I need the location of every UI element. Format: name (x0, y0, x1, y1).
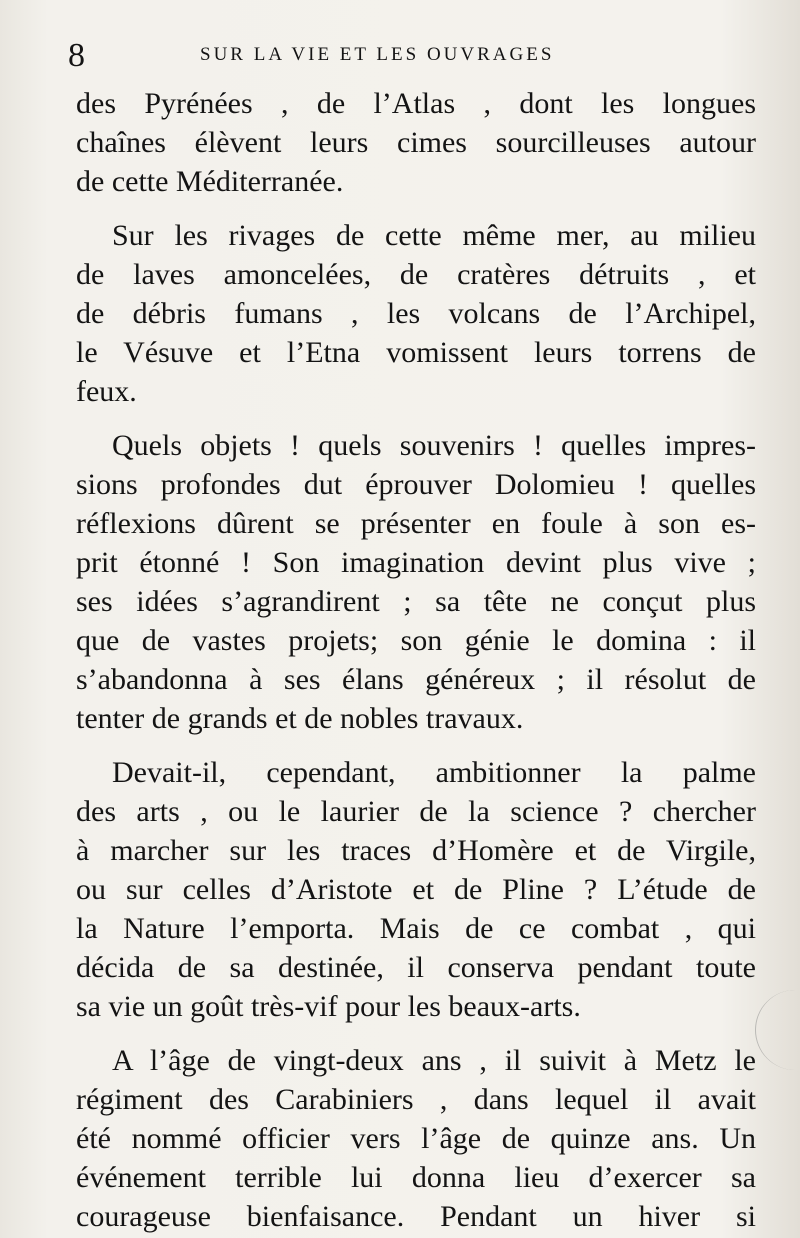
text-line: prit étonné ! Son imagination devint plus vive ; (76, 546, 756, 579)
text-line: des Pyrénées , de l’Atlas , dont les longues (76, 87, 756, 120)
text-line: de débris fumans , les volcans de l’Archipel, (76, 297, 756, 330)
text-line: réflexions dûrent se présenter en foule à son es- (76, 507, 756, 540)
paragraph (76, 216, 756, 411)
running-head: SUR LA VIE ET LES OUVRAGES (200, 44, 555, 65)
text-line: ou sur celles d’Aristote et de Pline ? L’étude de (76, 873, 756, 906)
text-line: à marcher sur les traces d’Homère et de Virgile, (76, 834, 756, 867)
page-header (68, 34, 758, 78)
text-line: événement terrible lui donna lieu d’exercer sa (76, 1161, 756, 1194)
text-line: régiment des Carabiniers , dans lequel il avait (76, 1083, 756, 1116)
text-line: tenter de grands et de nobles travaux. (76, 702, 524, 735)
text-line: s’abandonna à ses élans généreux ; il résolut de (76, 663, 756, 696)
text-line: ses idées s’agrandirent ; sa tête ne conçut plus (76, 585, 756, 618)
paragraph (76, 753, 756, 1026)
text-line: la Nature l’emporta. Mais de ce combat , qui (76, 912, 756, 945)
text-line: été nommé officier vers l’âge de quinze ans. Un (76, 1122, 756, 1155)
text-line: feux. (76, 375, 137, 408)
paragraph (76, 84, 756, 201)
text-line: de cette Méditerranée. (76, 165, 344, 198)
text-line: sa vie un goût très-vif pour les beaux-arts. (76, 990, 581, 1023)
text-line: sions profondes dut éprouver Dolomieu ! quelles (76, 468, 756, 501)
text-line: décida de sa destinée, il conserva pendant toute (76, 951, 756, 984)
text-line: courageuse bienfaisance. Pendant un hiver si (76, 1200, 756, 1233)
text-line: Devait-il, cependant, ambitionner la palme (112, 756, 756, 789)
text-line: A l’âge de vingt-deux ans , il suivit à Metz le (112, 1044, 756, 1077)
text-line: Sur les rivages de cette même mer, au milieu (112, 219, 756, 252)
paragraph (76, 1041, 756, 1236)
text-line: chaînes élèvent leurs cimes sourcilleuses autour (76, 126, 756, 159)
text-line: le Vésuve et l’Etna vomissent leurs torrens de (76, 336, 756, 369)
body-text (76, 84, 756, 1236)
page-number: 8 (68, 37, 85, 74)
text-line: que de vastes projets; son génie le domina : il (76, 624, 756, 657)
text-line: de laves amoncelées, de cratères détruits , et (76, 258, 756, 291)
text-line: des arts , ou le laurier de la science ? chercher (76, 795, 756, 828)
text-line: Quels objets ! quels souvenirs ! quelles impres- (112, 429, 756, 462)
paragraph (76, 426, 756, 738)
margin-mark (755, 990, 800, 1070)
